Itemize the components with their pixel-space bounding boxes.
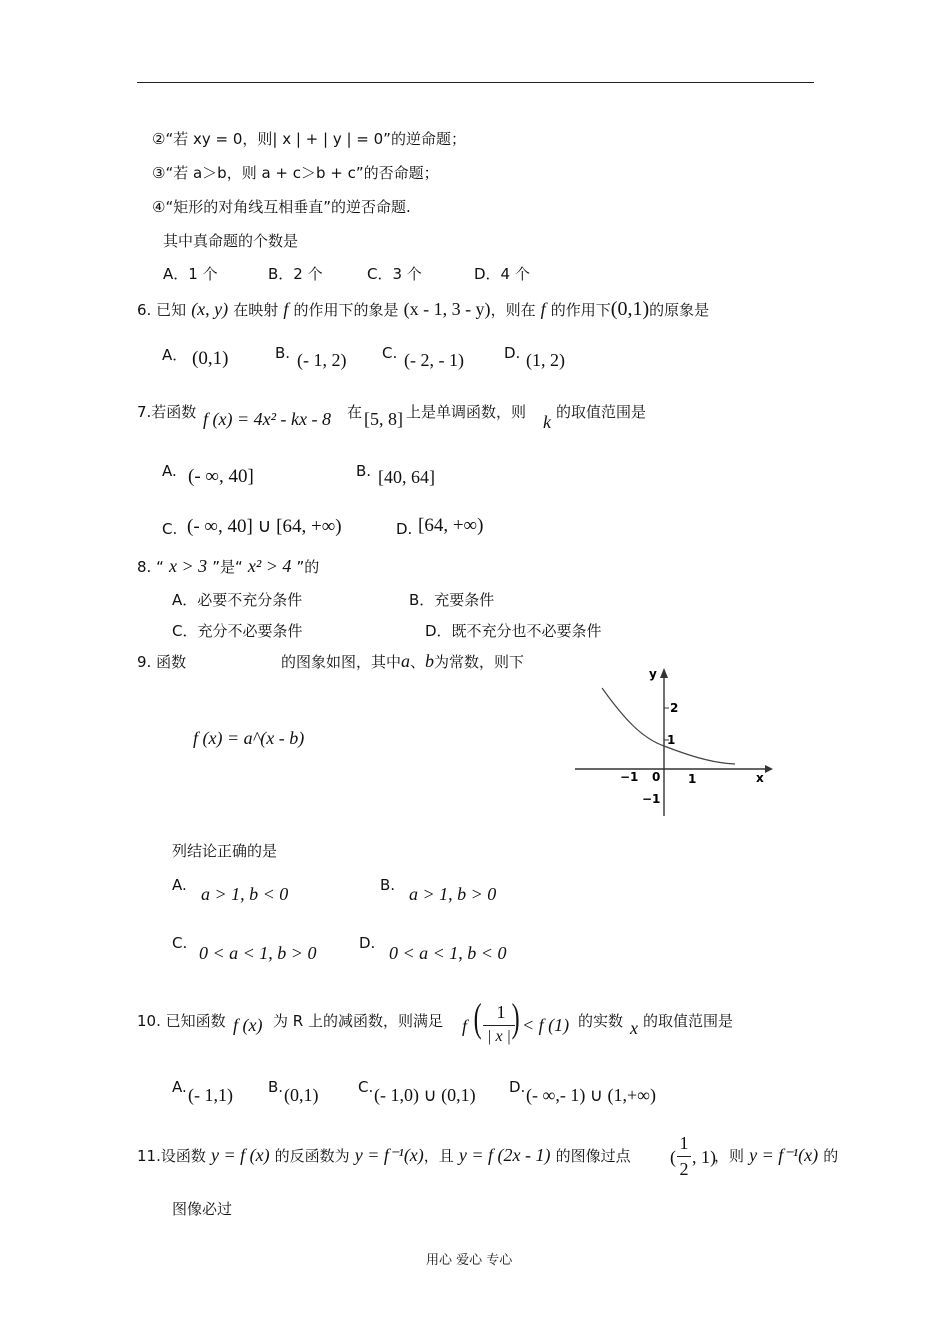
q11-frac-bar (677, 1156, 691, 1157)
question-11-line-2: 图像必过 (172, 1200, 233, 1218)
q11-point-open: ( (670, 1147, 676, 1167)
q11-frac-num: 1 (679, 1133, 689, 1153)
q10-frac-bar (483, 1025, 515, 1026)
q7-option-c-label: C. (162, 520, 178, 538)
q7-option-d: [64, +∞) (418, 515, 484, 536)
option-a: A．1 个 (163, 265, 218, 283)
q10-option-a-label: A. (172, 1078, 187, 1096)
q7-option-a-label: A. (162, 462, 177, 480)
question-8: 8. “ x > 3 ”是“ x² > 4 ”的 (137, 556, 320, 576)
q6-option-b: (- 1, 2) (297, 350, 347, 370)
q7-option-a: (- ∞, 40] (188, 466, 254, 487)
q10-option-d: (- ∞,- 1) ∪ (1,+∞) (526, 1085, 656, 1105)
y-tick-label-1: 1 (667, 733, 676, 747)
q10-inequality: < f (1) (522, 1015, 570, 1035)
q6-option-d: (1, 2) (526, 350, 565, 370)
question-6: 6. 已知 (x, y) 在映射 f 的作用下的象是 (x - 1, 3 - y)，则在 f 的作用下(0,1)的原象是 (137, 298, 710, 320)
y-tick-label-neg1: −1 (642, 792, 661, 806)
q7-interval: [5, 8] (364, 409, 403, 429)
q7-k: k (543, 412, 551, 432)
q7-text-2: 上是单调函数，则 (406, 403, 527, 421)
q10-text-3: 的取值范围是 (643, 1012, 734, 1030)
q10-paren-left: ( (473, 995, 482, 1040)
question-10-lead: 10. 已知函数 (137, 1012, 226, 1030)
statement-2: ②“若 xy = 0，则| x | + | y | = 0”的逆命题； (152, 130, 466, 148)
q7-option-c: (- ∞, 40] ∪ [64, +∞) (187, 516, 342, 537)
q8-option-d: D．既不充分也不必要条件 (425, 622, 602, 640)
q8-option-b: B．充要条件 (409, 591, 495, 609)
question-7-lead: 7.若函数 (137, 403, 197, 421)
q10-option-d-label: D. (509, 1078, 526, 1096)
q10-text-2: 的实数 (578, 1012, 624, 1030)
statement-3: ③“若 a＞b，则 a + c＞b + c”的否命题； (152, 164, 439, 182)
x-tick-label-1: 1 (688, 772, 697, 786)
x-axis-label: x (756, 771, 764, 785)
q9-option-d-label: D. (359, 934, 376, 952)
origin-label: 0 (652, 770, 661, 784)
q7-option-b: [40, 64] (378, 467, 435, 487)
q10-option-b: (0,1) (284, 1085, 319, 1105)
q9-graph (570, 660, 780, 820)
q7-text: 在 (347, 403, 363, 421)
option-d: D．4 个 (474, 265, 530, 283)
q10-text: 为 R 上的减函数，则满足 (273, 1012, 443, 1030)
q9-formula: f (x) = a^(x - b) (193, 728, 305, 748)
q10-option-a: (- 1,1) (188, 1085, 233, 1105)
function-curve (602, 688, 735, 764)
question-9-text: 的图象如图，其中a、b为常数，则下 (281, 651, 525, 671)
question-11: 11.设函数 y = f (x) 的反函数为 y = f⁻¹(x)，且 y = f (2x - 1) 的图像过点 (137, 1145, 631, 1165)
q8-option-a: A．必要不充分条件 (172, 591, 303, 609)
q10-option-c: (- 1,0) ∪ (0,1) (374, 1085, 476, 1105)
y-axis-label: y (649, 667, 657, 681)
q10-frac-den: | x | (487, 1028, 511, 1045)
header-rule (137, 82, 814, 83)
q9-option-c-label: C. (172, 934, 188, 952)
q10-option-c-label: C. (358, 1078, 374, 1096)
q6-option-a-label: A． (162, 346, 188, 364)
q9-option-a-label: A. (172, 876, 187, 894)
y-axis-arrow (660, 668, 668, 678)
q9-option-b: a > 1, b > 0 (409, 884, 497, 904)
q9-option-d: 0 < a < 1, b < 0 (389, 943, 507, 963)
q10-f: f (x) (233, 1015, 263, 1035)
q6-option-a: (0,1) (192, 348, 229, 369)
option-b: B．2 个 (268, 265, 323, 283)
q11-point-close: , 1) (692, 1147, 716, 1167)
q9-stem-continued: 列结论正确的是 (172, 842, 278, 860)
q11-frac-den: 2 (679, 1159, 689, 1179)
y-tick-label-2: 2 (670, 701, 679, 715)
question-11-tail: ，则 y = f⁻¹(x) 的 (714, 1145, 839, 1165)
x-tick-label-neg1: −1 (620, 770, 639, 784)
q10-option-b-label: B. (268, 1078, 284, 1096)
q8-option-c: C．充分不必要条件 (172, 622, 303, 640)
q7-option-d-label: D. (396, 520, 413, 538)
q6-option-c: (- 2, - 1) (404, 350, 464, 370)
q6-option-b-label: B. (275, 344, 291, 362)
q10-x: x (630, 1018, 638, 1038)
q6-option-c-label: C. (382, 344, 398, 362)
option-c: C．3 个 (367, 265, 422, 283)
q10-frac-num: 1 (496, 1002, 506, 1022)
question-stem: 其中真命题的个数是 (163, 232, 299, 250)
q9-option-b-label: B. (380, 876, 396, 894)
q7-option-b-label: B. (356, 462, 372, 480)
q9-option-c: 0 < a < 1, b > 0 (199, 943, 317, 963)
q10-f2: f (462, 1016, 468, 1036)
page-footer: 用心 爱心 专心 (426, 1253, 513, 1268)
question-9-lead: 9. 函数 (137, 653, 187, 671)
q10-paren-right: ) (511, 995, 520, 1040)
statement-4: ④“矩形的对角线互相垂直”的逆否命题. (152, 198, 411, 216)
q7-function: f (x) = 4x² - kx - 8 (203, 409, 331, 429)
q6-option-d-label: D. (504, 344, 521, 362)
q7-text-3: 的取值范围是 (556, 403, 647, 421)
q9-option-a: a > 1, b < 0 (201, 884, 289, 904)
x-axis-arrow (765, 765, 773, 773)
